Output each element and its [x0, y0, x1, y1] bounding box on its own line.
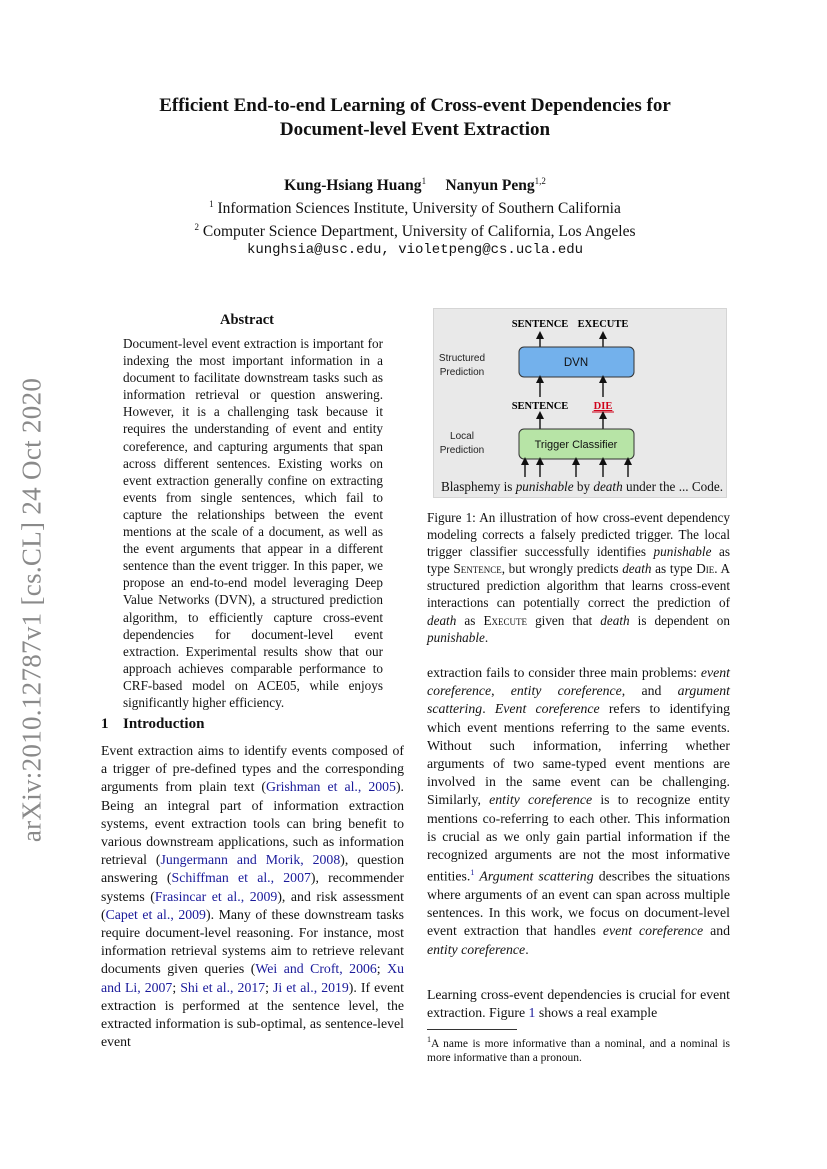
figure-1	[433, 308, 727, 498]
caption-italic: punishable	[427, 629, 485, 645]
section-heading	[101, 716, 204, 733]
trigger-classifier-label: Trigger Classifier	[534, 439, 618, 451]
body-text: ,	[491, 683, 511, 699]
body-italic: Argument scattering	[479, 868, 594, 884]
title-line-2: Document-level Event Extraction	[279, 119, 551, 140]
caption-type: Sentence	[453, 561, 502, 577]
abstract-heading: Abstract	[220, 312, 274, 328]
affil-2-text: Computer Science Department, University of California, Los Angeles	[202, 223, 636, 241]
citation-link[interactable]: Xu and Li, 2007	[101, 961, 404, 995]
body-italic: Event coreference	[494, 701, 600, 717]
sentence-trigger: death	[593, 479, 623, 494]
intro-text: ), recommender systems (	[101, 870, 405, 904]
label-sentence-mid: SENTENCE	[511, 401, 569, 412]
caption-text: as type	[427, 544, 730, 577]
caption-type: Execute	[483, 612, 527, 628]
affil-1-text: Information Sciences Institute, University of Southern California	[217, 200, 621, 218]
body-italic: entity coreference	[427, 941, 526, 957]
abstract-text: Document-level event extraction is important for indexing the most important information in a document to facilitate downstream tasks such as information retrieval or question answering. However, it is a challenging task because it requires the understanding of event and entity coreference, and capturing arguments that span across different sentences. Existing works on event extraction generally confine on extracting events from single sentences, which fail to capture the relationships between the event mentions at the scale of a document, as well as the event arguments that appear in a different sentence than the event trigger. In this paper, we propose an end-to-end model leveraging Deep Value Networks (DVN), a structured prediction algorithm, to efficiently capture cross-event dependencies for document-level event extraction. Experimental results show that our approach achieves comparable performance to CRF-based model on ACE05, while enjoys significantly higher efficiency.	[123, 336, 383, 710]
citation-link[interactable]: Jungermann and Morik, 2008	[160, 852, 341, 868]
body-text: shows a real example	[535, 1005, 658, 1021]
body-italic: event coreference	[602, 923, 704, 939]
figure-caption	[427, 509, 730, 646]
affil-2-sup: 2	[194, 222, 199, 233]
body-text: and	[703, 923, 731, 939]
citation-link[interactable]: Schiffman et al., 2007	[171, 870, 311, 886]
footnote-number: 1	[427, 1035, 431, 1044]
affil-1-sup: 1	[209, 199, 214, 210]
label-sentence-top: SENTENCE	[511, 319, 569, 330]
sentence-text: Blasphemy is	[440, 479, 516, 494]
intro-text: Event extraction aims to identify events composed of a trigger of pre-defined types and the corresponding arguments from plain text (	[101, 743, 404, 795]
affiliation-1	[100, 195, 730, 218]
footnote-divider	[427, 1029, 517, 1030]
label-die-mid: DIE	[593, 401, 613, 412]
local-label-2: Prediction	[439, 445, 485, 456]
citation-link[interactable]: Shi et al., 2017	[180, 979, 266, 995]
caption-italic: death	[427, 612, 457, 628]
body-text: is to recognize entity mentions co-referring to each other. This information is crucial as we only gain partial information if the recognized arguments are not the most informative entities.	[427, 792, 730, 884]
title-line-1: Efficient End-to-end Learning of Cross-event Dependencies for	[159, 95, 671, 116]
author-emails: kunghsia@usc.edu, violetpeng@cs.ucla.edu	[246, 242, 584, 259]
author-1: Kung-Hsiang Huang	[284, 177, 422, 195]
body-text: .	[482, 701, 495, 717]
caption-text: given that	[527, 612, 601, 628]
body-text: refers to identifying which event mentions referring to the same events. Without such information, inferring whether arguments of two same-typed event mentions are involved in the same event can be challenging. Similarly,	[427, 701, 730, 808]
caption-text: as	[456, 612, 484, 628]
footnote-text: A name is more informative than a nominal, and a nominal is more informative than a pronoun.	[427, 1037, 730, 1064]
author-names	[100, 172, 730, 195]
body-italic: argument scattering	[427, 683, 730, 717]
local-label-1: Local	[450, 431, 474, 442]
right-paragraph-2	[427, 986, 730, 1022]
footnote-marker-link[interactable]: 1	[470, 868, 475, 878]
intro-text: ). If event extraction is performed at the sentence level, the extracted information is sub-optimal, as sentence-level event	[101, 979, 404, 1050]
body-text: .	[525, 941, 529, 957]
intro-text: ). Being an integral part of information extraction systems, event extraction tools can bring benefit to various downstream applications, such as information retrieval (	[101, 779, 404, 868]
caption-type: Die	[696, 561, 715, 577]
citation-link[interactable]: Grishman et al., 2005	[266, 779, 396, 795]
body-italic: entity coreference	[510, 683, 622, 699]
intro-text: ), and risk assessment (	[101, 888, 404, 922]
arxiv-stamp	[12, 365, 52, 855]
citation-link[interactable]: Capet et al., 2009	[105, 906, 206, 922]
author-2-sup: 1,2	[534, 176, 546, 186]
body-text: extraction fails to consider three main problems:	[427, 665, 701, 680]
intro-text: ;	[376, 961, 388, 977]
citation-link[interactable]: Wei and Croft, 2006	[255, 961, 377, 977]
paper-title	[100, 94, 730, 142]
body-italic: entity coreference	[489, 792, 593, 808]
body-text: , and	[621, 683, 678, 699]
section-number: 1	[101, 716, 109, 732]
body-text: describes the situations where arguments of an event can span across multiple sentences. In this work, we focus on document-level event extraction that handles	[427, 868, 730, 939]
sentence-text: by	[573, 479, 594, 494]
dvn-label: DVN	[563, 357, 589, 369]
structured-label-1: Structured	[438, 353, 486, 364]
right-paragraph-1	[427, 664, 730, 959]
intro-text: ;	[265, 979, 274, 995]
caption-italic: death	[622, 561, 652, 577]
label-execute-top: EXECUTE	[577, 319, 629, 330]
section-title: Introduction	[123, 716, 205, 732]
affiliation-2	[100, 218, 730, 241]
caption-italic: death	[600, 612, 630, 628]
caption-text: as type	[651, 561, 697, 577]
caption-text: , but wrongly predicts	[501, 561, 623, 577]
arxiv-id: arXiv:2010.12787v1 [cs.CL] 24 Oct 2020	[16, 377, 47, 843]
body-italic: event coreference	[427, 665, 730, 699]
intro-text: ). Many of these downstream tasks require document-level reasoning. For instance, most information retrieval systems aim to retrieve relevant documents given queries (	[101, 906, 405, 977]
citation-link[interactable]: Frasincar et al., 2009	[154, 888, 278, 904]
figure-diagram	[434, 309, 728, 499]
caption-text: is dependent on	[629, 612, 730, 628]
sentence-trigger: punishable	[515, 479, 574, 494]
figure-ref-link[interactable]: 1	[528, 1005, 536, 1021]
intro-text: ), question answering (	[101, 852, 404, 886]
figure-input-sentence	[437, 478, 727, 495]
citation-link[interactable]: Ji et al., 2019	[273, 979, 349, 995]
structured-label-2: Prediction	[439, 367, 485, 378]
caption-text: Figure 1: An illustration of how cross-event dependency modeling corrects a falsely predicted trigger. The local trigger classifier successfully identifies	[427, 510, 730, 560]
footnote	[427, 1033, 730, 1065]
intro-paragraph	[101, 742, 404, 1051]
author-1-sup: 1	[421, 176, 427, 186]
author-block	[100, 172, 730, 260]
caption-text: . A structured prediction algorithm that learns cross-event interactions can potentially correct the prediction of	[427, 561, 730, 611]
body-text: Learning cross-event dependencies is crucial for event extraction. Figure	[427, 987, 730, 1021]
sentence-text: under the ... Code.	[622, 479, 724, 494]
intro-text: ;	[172, 979, 181, 995]
caption-text: .	[484, 629, 489, 645]
caption-italic: punishable	[653, 544, 712, 560]
author-2: Nanyun Peng	[445, 177, 535, 195]
